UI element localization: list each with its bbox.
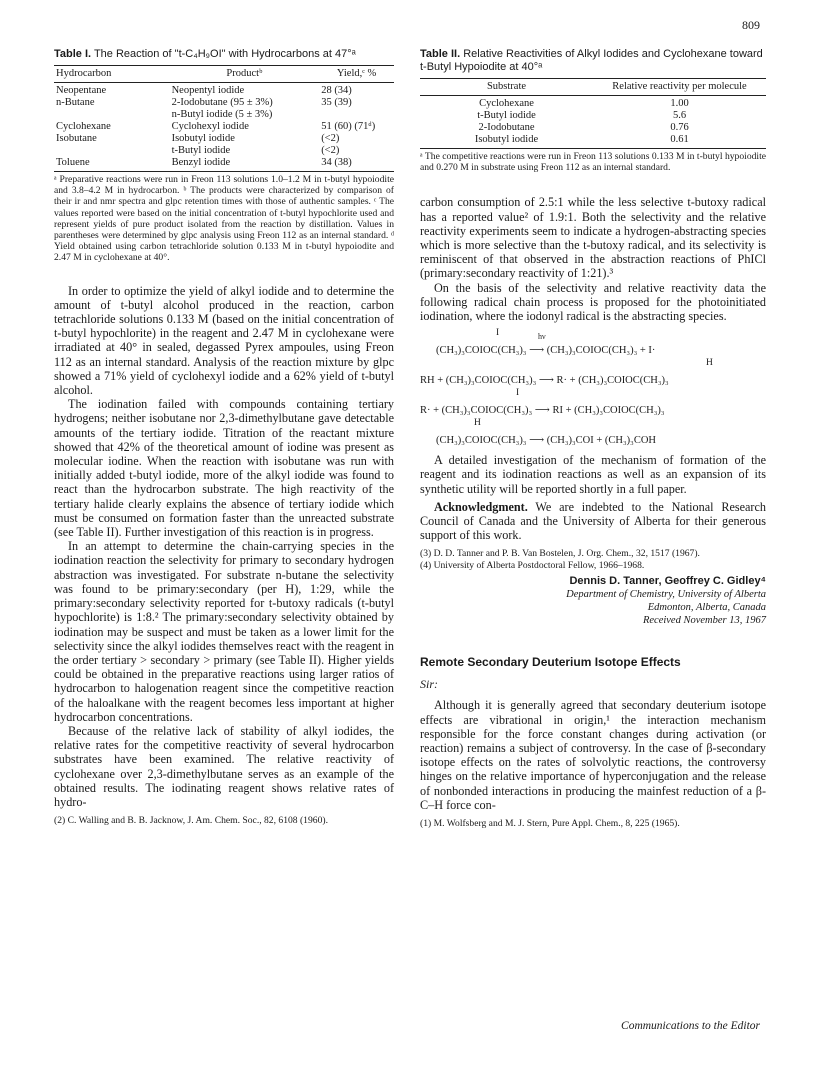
table-cell: Neopentyl iodide — [171, 85, 245, 96]
scheme-line: (CH₃)₃COIOC(CH₃)₃ ⟶ (CH₃)₃COIOC(CH₃)₃ + I· — [436, 345, 656, 357]
reference: (2) C. Walling and B. B. Jacknow, J. Am. Chem. Soc., 82, 6108 (1960). — [54, 815, 328, 827]
scheme-substituent: H — [474, 418, 481, 429]
table2-header: Substrate — [420, 79, 593, 96]
table-cell: t-Butyl iodide — [477, 110, 536, 121]
table-cell — [54, 145, 170, 157]
right-body-2 — [420, 453, 766, 542]
paragraph: A detailed investigation of the mechanism of formation of the reagent and its iodination reactions as well as an expansion of its synthetic utility will be reported shortly in a full paper. — [420, 453, 766, 496]
paragraph: In an attempt to determine the chain-carrying species in the iodination reaction the selectivity for primary to secondary hydrogen abstraction was investigated. For substrate n-butane the selectivity was found to be primary:secondary (per H), 1:29, while the primary:secondary selectivity reported for t-butoxy radicals (t-butyl hypochlorite) is 1:8.² The primary:secondary selectivity obtained by iodination may be suspect and must be taken as a lower limit for the selectivity since the alkyl iodides themselves react with the reagent in the order tertiary > secondary > primary (see Table II). Higher yields could be obtained in the preparative reactions using larger ratios of hydrocarbon to halogenation reagent since the competitive reaction of the haloalkane with the reagent becomes less important at higher hydrocarbon concentrations. — [54, 539, 394, 724]
table-cell: 5.6 — [672, 110, 687, 121]
table-row — [420, 134, 766, 149]
table-cell: Isobutane — [56, 133, 97, 144]
table-cell: 0.76 — [670, 122, 689, 133]
table-cell: Cyclohexane — [56, 121, 111, 132]
table1-header: Yield,ᶜ % — [319, 66, 394, 83]
paragraph: In order to optimize the yield of alkyl iodide and to determine the amount of t-butyl alcohol produced in the reaction, carbon tetrachloride solutions 0.133 M (based on the initial concentration of t-butyl hypochlorite) in the reagent and 2.47 M in cyclohexane were irradiated at 40° in sealed, degassed Pyrex ampoules, using Freon 112 as an internal standard. Analysis of the reaction mixture by glpc showed a 71% yield of cyclohexyl iodide and a 62% yield of t-butyl alcohol. — [54, 283, 394, 398]
table2-title: Relative Reactivities of Alkyl Iodides and Cyclohexane toward t-Butyl Hypoiodite at 40°ᵃ — [420, 48, 763, 73]
table-row — [54, 83, 394, 98]
acknowledgment-text: We are indebted to the National Research Council of Canada and the University of Alberta for their generous support of this work. — [420, 499, 766, 543]
author-block — [420, 575, 766, 627]
table-cell: t-Butyl iodide — [171, 145, 231, 156]
table2 — [420, 78, 766, 149]
reaction-scheme — [420, 327, 766, 447]
table-cell — [319, 109, 394, 121]
scheme-equation — [420, 417, 766, 447]
table-cell: n-Butyl iodide (5 ± 3%) — [171, 109, 273, 120]
left-column — [54, 48, 394, 827]
table-cell: 51 (60) (71ᵈ) — [321, 121, 376, 132]
table2-header: Relative reactivity per molecule — [593, 79, 766, 96]
paragraph: The iodination failed with compounds containing tertiary hydrogens; neither isobutane nor 2,3-dimethylbutane gave detectable amounts of the tertiary iodide. Titration of the reactant mixture showed that 42% of the theoretical amount of iodine was present as molecular iodine. When the reaction with isobutane was run with initially added t-butyl iodide, more of the alkyl iodide was found to react than the hydrocarbon substrate. The high reactivity of the tertiary halide clearly explains the absence of tertiary iodide which must be consumed on formation faster than the unreacted substrate (see Table II). Further investigation of this reaction is in progress. — [54, 397, 394, 540]
author-names: Dennis D. Tanner, Geoffrey C. Gidley⁴ — [569, 575, 766, 588]
table-cell: n-Butane — [56, 97, 95, 108]
table-row — [54, 97, 394, 109]
paragraph: Although it is generally agreed that secondary deuterium isotope effects are vibrational in origin,¹ the interaction mechanism responsible for the force constant changes during activation (or reaction) remains a subject of controversy. In the case of β-secondary isotope effects on the rates of solvolytic reactions, the controversy hinges on the relative importance of hyperconjugation and the release of nonbonded interactions in producing the mainfest reduction of a β-C–H force con- — [420, 698, 766, 812]
table1-footnote: ᵃ Preparative reactions were run in Freon 113 solutions 1.0–1.2 M in t-butyl hypoiodite and 3.8–4.2 M in hydrocarbon. ᵇ The products were characterized by comparison of their ir and nmr spectra and glpc retention times with those of authentic samples. ᶜ The values reported were based on the initial concentration of t-butyl hypochlorite used and represent yields of pure product isolated from the reaction by distillation. Values in parentheses were determined by glpc analysis using Freon 112 as an internal standard. ᵈ Yield obtained using carbon tetrachloride solution 0.133 M in t-butyl hypoiodite and 2.47 M in cyclohexane at 40°. — [54, 174, 394, 264]
right-body — [420, 195, 766, 323]
page-number: 809 — [742, 18, 760, 32]
table-cell: Benzyl iodide — [170, 157, 320, 172]
table-row — [420, 96, 766, 111]
table-cell: (<2) — [321, 133, 340, 144]
table-row — [54, 157, 394, 172]
table-cell: 1.00 — [670, 98, 689, 109]
reference: (4) University of Alberta Postdoctoral Fellow, 1966–1968. — [420, 560, 645, 572]
table-row — [54, 109, 394, 121]
table-cell: Toluene — [54, 157, 170, 172]
acknowledgment-label: Acknowledgment. — [434, 499, 528, 514]
scheme-hv: hν — [538, 332, 546, 342]
table-cell: Cyclohexane — [479, 98, 534, 109]
table-cell: 2-Iodobutane (95 ± 3%) — [171, 97, 273, 108]
right-column — [420, 48, 766, 830]
table-row — [420, 110, 766, 122]
acknowledgment — [420, 500, 766, 543]
scheme-substituent: H — [706, 358, 713, 369]
table-cell: 34 (38) — [319, 157, 394, 172]
affiliation-line: Department of Chemistry, University of Alberta — [566, 589, 766, 601]
table1-caption — [54, 48, 394, 61]
table1-header: Hydrocarbon — [54, 66, 170, 83]
table1-title: The Reaction of "t-C₄H₉OI" with Hydrocarbons at 47°ᵃ — [93, 48, 356, 60]
table-cell: Isobutyl iodide — [420, 134, 593, 149]
scheme-substituent: I — [496, 328, 500, 339]
table2-caption — [420, 48, 766, 74]
scheme-line: RH + (CH₃)₃COIOC(CH₃)₃ ⟶ R· + (CH₃)₃COIOC(CH₃)₃ — [420, 375, 669, 387]
table1 — [54, 65, 394, 172]
table-cell: 35 (39) — [321, 97, 352, 108]
received-date: Received November 13, 1967 — [642, 615, 766, 627]
table1-header: Productᵇ — [170, 66, 320, 83]
salutation: Sir: — [420, 677, 438, 692]
scheme-line: (CH₃)₃COIOC(CH₃)₃ ⟶ (CH₃)₃COI + (CH₃)₃COH — [436, 435, 656, 447]
table-cell: Neopentane — [56, 85, 107, 96]
table-cell: Cyclohexyl iodide — [171, 121, 249, 132]
table-cell — [54, 109, 170, 121]
table-cell: 2-Iodobutane — [478, 122, 535, 133]
paragraph: Because of the relative lack of stability of alkyl iodides, the relative rates for the competitive reactivity of several hydrocarbon substrates have been examined. The relative reactivity of cyclohexane over 2,3-dimethylbutane serves as an example of the obtained results. The iodinating reagent shows relative rates of hydro- — [54, 723, 394, 809]
section-body — [420, 698, 766, 812]
scheme-substituent: I — [516, 388, 520, 399]
scheme-equation — [420, 357, 766, 387]
table-cell: 28 (34) — [321, 85, 352, 96]
table1-label: Table I. — [54, 48, 92, 60]
scheme-equation — [420, 327, 766, 357]
table-cell: (<2) — [321, 145, 340, 156]
table-row — [54, 133, 394, 145]
left-references — [54, 815, 394, 826]
table-row — [54, 145, 394, 157]
right-references — [420, 548, 766, 571]
table-cell: Isobutyl iodide — [171, 133, 235, 144]
table-cell: 0.61 — [593, 134, 766, 149]
section-references — [420, 818, 766, 829]
affiliation-line: Edmonton, Alberta, Canada — [647, 602, 766, 614]
left-body — [54, 284, 394, 810]
table-row — [54, 121, 394, 133]
reference: (3) D. D. Tanner and P. B. Van Bostelen, J. Org. Chem., 32, 1517 (1967). — [420, 548, 700, 560]
footer-journal: Communications to the Editor — [621, 1020, 760, 1032]
section-title: Remote Secondary Deuterium Isotope Effects — [420, 655, 681, 670]
table-row — [420, 122, 766, 134]
reference: (1) M. Wolfsberg and M. J. Stern, Pure Appl. Chem., 8, 225 (1965). — [420, 818, 680, 830]
table2-footnote: ᵃ The competitive reactions were run in Freon 113 solutions 0.133 M in t-butyl hypoiodite and 0.270 M in substrate using Freon 112 as an internal standard. — [420, 151, 766, 174]
table2-label: Table II. — [420, 48, 461, 60]
scheme-line: R· + (CH₃)₃COIOC(CH₃)₃ ⟶ RI + (CH₃)₃COIOC(CH₃)₃ — [420, 405, 665, 417]
paragraph: carbon consumption of 2.5:1 while the less selective t-butoxy radical has a reported value² of 1.9:1. Both the selectivity and the relative reactivity experiments seem to indicate a hydrogen-abstracting species which is more selective than the t-butoxy radical, and its selectivity is reminiscent of that observed in the abstraction reactions of PhICl (primary:secondary reactivity of 1:21).³ — [420, 195, 766, 281]
paragraph: On the basis of the selectivity and relative reactivity data the following radical chain process is proposed for the photoinitiated iodination, where the iodonyl radical is the abstracting species. — [420, 280, 766, 324]
scheme-equation — [420, 387, 766, 417]
